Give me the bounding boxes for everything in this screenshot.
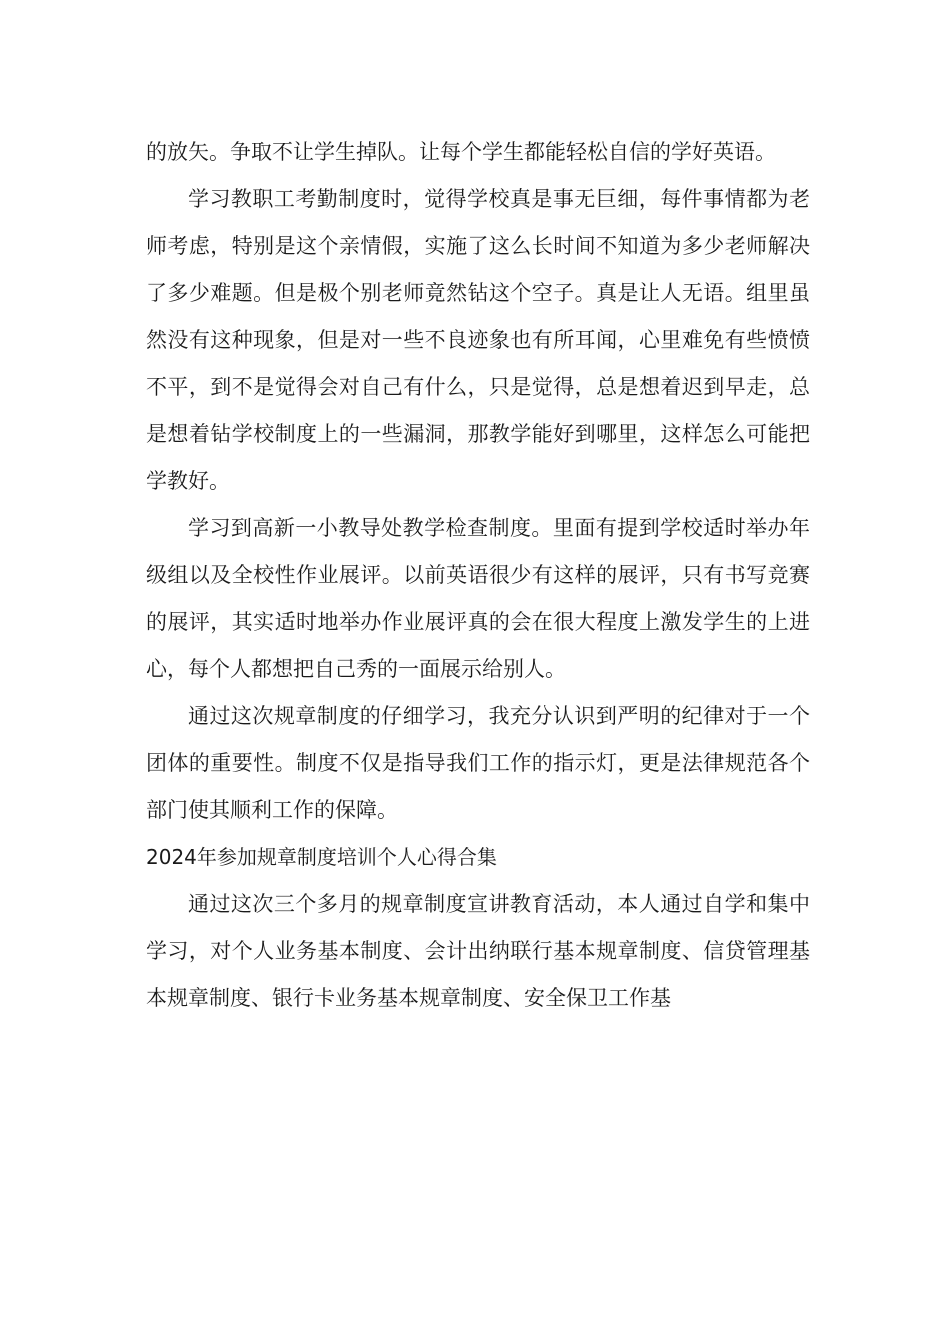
section-paragraph-1: 通过这次三个多月的规章制度宣讲教育活动，本人通过自学和集中学习，对个人业务基本制度、会计出纳联行基本规章制度、信贷管理基本规章制度、银行卡业务基本规章制度、安全保卫工作基	[146, 892, 810, 1010]
document-body	[146, 129, 810, 1022]
paragraph-4: 通过这次规章制度的仔细学习，我充分认识到严明的纪律对于一个团体的重要性。制度不仅是指导我们工作的指示灯，更是法律规范各个部门使其顺利工作的保障。	[146, 704, 810, 822]
section-title: 2024年参加规章制度培训个人心得合集	[146, 845, 497, 869]
paragraph-1: 的放矢。争取不让学生掉队。让每个学生都能轻松自信的学好英语。	[146, 140, 776, 164]
paragraph-3: 学习到高新一小教导处教学检查制度。里面有提到学校适时举办年级组以及全校性作业展评。以前英语很少有这样的展评，只有书写竞赛的展评，其实适时地举办作业展评真的会在很大程度上激发学生的上进心，每个人都想把自己秀的一面展示给别人。	[146, 516, 810, 681]
paragraph-2: 学习教职工考勤制度时，觉得学校真是事无巨细，每件事情都为老师考虑，特别是这个亲情假，实施了这么长时间不知道为多少老师解决了多少难题。但是极个别老师竟然钻这个空子。真是让人无语。组里虽然没有这种现象，但是对一些不良迹象也有所耳闻，心里难免有些愤愤不平，到不是觉得会对自己有什么，只是觉得，总是想着迟到早走，总是想着钻学校制度上的一些漏洞，那教学能好到哪里，这样怎么可能把学教好。	[146, 187, 810, 493]
